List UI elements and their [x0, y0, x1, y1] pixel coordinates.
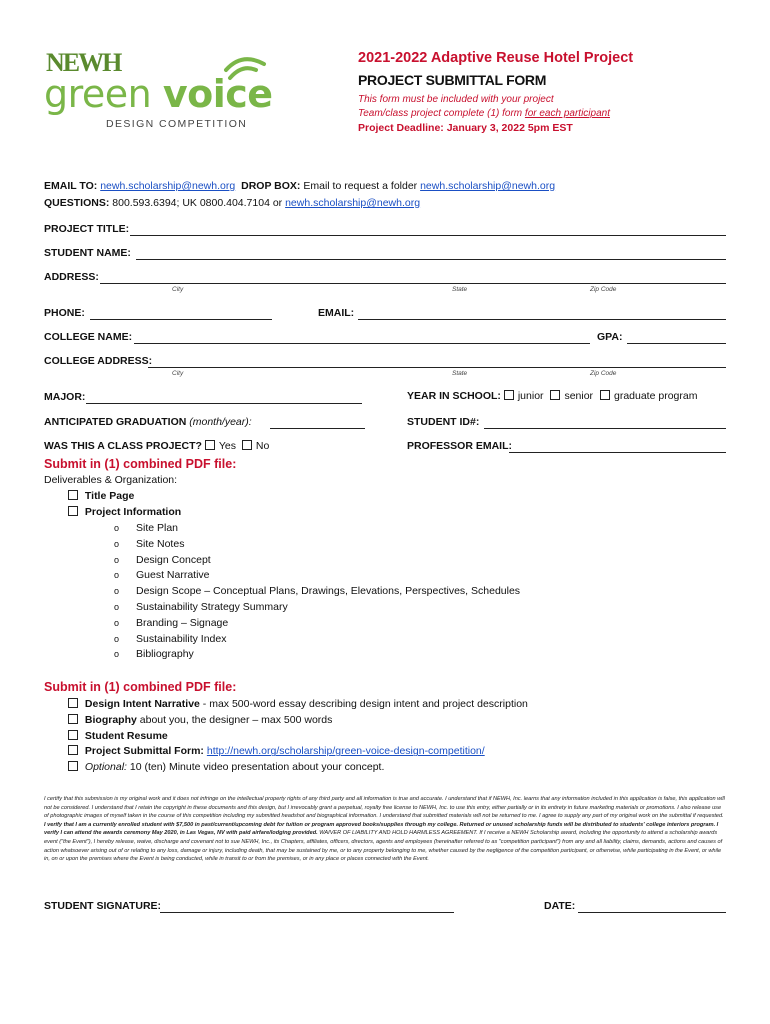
graduate-checkbox[interactable]: [600, 390, 610, 400]
bullet-marker: o: [114, 649, 120, 660]
bullet-marker: o: [114, 586, 120, 597]
optional-label: Optional:: [84, 761, 127, 774]
class-project: [44, 440, 269, 452]
year-in-school-label: YEAR IN SCHOOL:: [407, 390, 501, 402]
bullet-marker: o: [114, 570, 120, 581]
graduation-label: [44, 416, 252, 428]
class-project-no: No: [255, 440, 270, 452]
subitem: o Design Concept: [114, 553, 520, 569]
submittal-form-label: Project Submittal Form:: [84, 745, 207, 758]
legal-waiver-text: WAIVER OF LIABILITY AND HOLD HARMLESS AGREEMENT. If I receive a NEWH Scholarship award, including the opportunity to attend a scholarship awards event ("the Event"), I hereby release, waive, discharge and covenant not to sue NEWH, Inc., its Chapters, affiliates, officers, directors, agents and employees (hereinafter referred to as "competition participant") from any and all liability, claims, demands, actions and causes of action whatsoever arising out of or relating to any loss, damage or injury, including death, that may be sustained by me, or to any property belonging to me, whether caused by the negligence of the competition participant, or otherwise, while participating in the Event, or while in, on or upon the premises where the Event is being conducted, while in transit to or from the premises, or in any place or places connected with the Event.: [44, 830, 723, 863]
section2-heading: Submit in (1) combined PDF file:: [44, 680, 237, 694]
design-intent-checkbox: [68, 698, 78, 708]
college-state-hint: State: [452, 370, 468, 377]
major-label: MAJOR:: [44, 391, 86, 403]
address-label: ADDRESS:: [44, 271, 99, 283]
biography-desc: about you, the designer – max 500 words: [136, 713, 333, 726]
project-information-sublist: [114, 521, 520, 663]
college-name-label: COLLEGE NAME:: [44, 331, 133, 343]
title-page-checkbox: [68, 490, 78, 500]
graduation-field[interactable]: [270, 428, 365, 429]
junior-option: junior: [517, 390, 544, 402]
major-field[interactable]: [86, 403, 362, 404]
bullet-marker: o: [114, 523, 120, 533]
phone-label: PHONE:: [44, 307, 85, 319]
class-project-no-checkbox[interactable]: [242, 440, 252, 450]
date-field[interactable]: [578, 912, 726, 913]
dropbox-link[interactable]: newh.scholarship@newh.org: [420, 180, 556, 192]
graduation-hint: (month/year):: [189, 416, 252, 428]
title-page-item: Title Page: [84, 490, 135, 502]
bullet-marker: o: [114, 601, 120, 612]
questions-text: 800.593.6394; UK 0800.404.7104 or: [112, 197, 283, 209]
email-field[interactable]: [358, 319, 726, 320]
form-title: PROJECT SUBMITTAL FORM: [358, 72, 547, 88]
questions-link[interactable]: newh.scholarship@newh.org: [285, 197, 421, 209]
address-city-hint: City: [172, 286, 184, 293]
legal-certify-text: I certify that this submission is my original work and it does not infringe on the intellectual property rights of any third party and all information is true and accurate. I understand that if NEWH, Inc. learns that any information included in this application is false, this application will not be considered. I understand that I retain the copyright in these documents and this design, but I irrevocably grant a perpetual, royalty free license to NEWH, Inc. to use this entry, either partially or in its entirety in future marketing materials or promotions. I also release use of photographic images of myself taken in the course of this competition including my submitted headshot and biographical information. I understand that submitted materials will not be returned to me. I agree to supply any part of my original work on the submittal if requested.: [44, 796, 725, 820]
gpa-field[interactable]: [627, 343, 726, 344]
project-title-heading: 2021-2022 Adaptive Reuse Hotel Project: [358, 50, 634, 66]
class-project-yes-checkbox[interactable]: [205, 440, 215, 450]
dropbox-text: Email to request a folder: [303, 180, 418, 192]
form-note-2-emphasis: for each participant: [524, 108, 610, 119]
class-project-yes: Yes: [218, 440, 236, 452]
deliverables-intro: Deliverables & Organization:: [44, 474, 178, 486]
subitem: o Site Plan: [114, 521, 520, 537]
logo: [44, 48, 284, 134]
resume-checkbox: [68, 730, 78, 740]
subitem: o Design Scope – Conceptual Plans, Drawings, Elevations, Perspectives, Schedules: [114, 584, 520, 600]
senior-option: senior: [564, 390, 594, 402]
project-information-checkbox: [68, 506, 78, 516]
student-name-field[interactable]: [136, 259, 726, 260]
form-note-2: Team/class project complete (1) form: [358, 108, 525, 119]
college-address-label: COLLEGE ADDRESS:: [44, 355, 153, 367]
professor-email-label: PROFESSOR EMAIL:: [407, 440, 513, 452]
logo-voice: voice: [162, 72, 273, 116]
student-id-field[interactable]: [484, 428, 726, 429]
student-signature-label: STUDENT SIGNATURE:: [44, 900, 162, 912]
biography-label: Biography: [84, 713, 137, 726]
subitem: o Branding – Signage: [114, 616, 520, 632]
project-title-field[interactable]: [130, 235, 726, 236]
submission-list: [68, 697, 528, 776]
college-address-field[interactable]: [148, 367, 726, 368]
class-project-label: WAS THIS A CLASS PROJECT?: [44, 440, 202, 452]
bullet-marker: o: [114, 633, 120, 644]
submittal-form-checkbox: [68, 745, 78, 755]
bullet-marker: o: [114, 538, 120, 549]
logo-subtitle: DESIGN COMPETITION: [106, 118, 248, 130]
subitem: o Bibliography: [114, 647, 520, 663]
subitem: o Sustainability Strategy Summary: [114, 600, 520, 616]
design-intent-label: Design Intent Narrative: [84, 698, 200, 710]
contact-line-2: [44, 197, 420, 209]
address-state-hint: State: [452, 286, 468, 293]
graduate-option: graduate program: [613, 390, 698, 402]
dropbox-label: DROP BOX:: [241, 180, 301, 192]
subitem: o Sustainability Index: [114, 632, 520, 648]
student-id-label: STUDENT ID#:: [407, 416, 480, 428]
college-name-field[interactable]: [134, 343, 590, 344]
gpa-label: GPA:: [597, 331, 623, 343]
section1-heading: Submit in (1) combined PDF file:: [44, 457, 237, 471]
address-zip-hint: Zip Code: [590, 286, 617, 293]
signal-waves-icon: [222, 54, 268, 84]
header: [358, 50, 738, 134]
biography-checkbox: [68, 714, 78, 724]
senior-checkbox[interactable]: [550, 390, 560, 400]
project-deadline: Project Deadline: January 3, 2022 5pm EST: [358, 122, 573, 134]
project-information-item: Project Information: [84, 505, 182, 518]
design-intent-desc: - max 500-word essay describing design intent and project description: [199, 698, 528, 710]
legal-verify-text: I verify that I am a currently enrolled student with $7,500 in past/current/upcoming debt for tuition or program approved books/supplies through my college. Returned or unused scholarship funds will be distributed to students' college interiors program. I verify I can attend the awards ceremony May 2020, in Las Vegas, NV with paid airfare/lodging provided.: [44, 821, 719, 837]
bullet-marker: o: [114, 554, 120, 565]
graduation-label-text: ANTICIPATED GRADUATION: [44, 416, 187, 428]
questions-label: QUESTIONS:: [44, 197, 110, 209]
subitem: o Guest Narrative: [114, 568, 520, 584]
address-field[interactable]: [100, 283, 726, 284]
subitem: o Site Notes: [114, 537, 520, 553]
professor-email-field[interactable]: [509, 452, 726, 453]
junior-checkbox[interactable]: [504, 390, 514, 400]
logo-org: NEWH: [46, 48, 121, 77]
bullet-marker: o: [114, 617, 120, 628]
college-zip-hint: Zip Code: [590, 370, 617, 377]
contact-line-1: [44, 180, 555, 192]
video-desc: 10 (ten) Minute video presentation about your concept.: [126, 761, 385, 774]
phone-field[interactable]: [90, 319, 272, 320]
year-in-school: [407, 390, 697, 402]
deliverables-list: [68, 489, 181, 521]
date-label: DATE:: [544, 900, 576, 912]
email-to-label: EMAIL TO:: [44, 180, 98, 192]
college-city-hint: City: [172, 370, 184, 377]
form-note-1: This form must be included with your project: [358, 94, 554, 105]
submittal-form-link[interactable]: http://newh.org/scholarship/green-voice-design-competition/: [206, 745, 485, 758]
resume-label: Student Resume: [84, 729, 168, 742]
video-checkbox: [68, 761, 78, 771]
legal-certification: [44, 795, 726, 864]
student-signature-field[interactable]: [160, 912, 454, 913]
student-name-label: STUDENT NAME:: [44, 247, 131, 259]
logo-green: green: [44, 72, 152, 116]
email-label: EMAIL:: [318, 307, 355, 319]
project-title-label: PROJECT TITLE:: [44, 223, 130, 235]
email-to-link[interactable]: newh.scholarship@newh.org: [100, 180, 236, 192]
